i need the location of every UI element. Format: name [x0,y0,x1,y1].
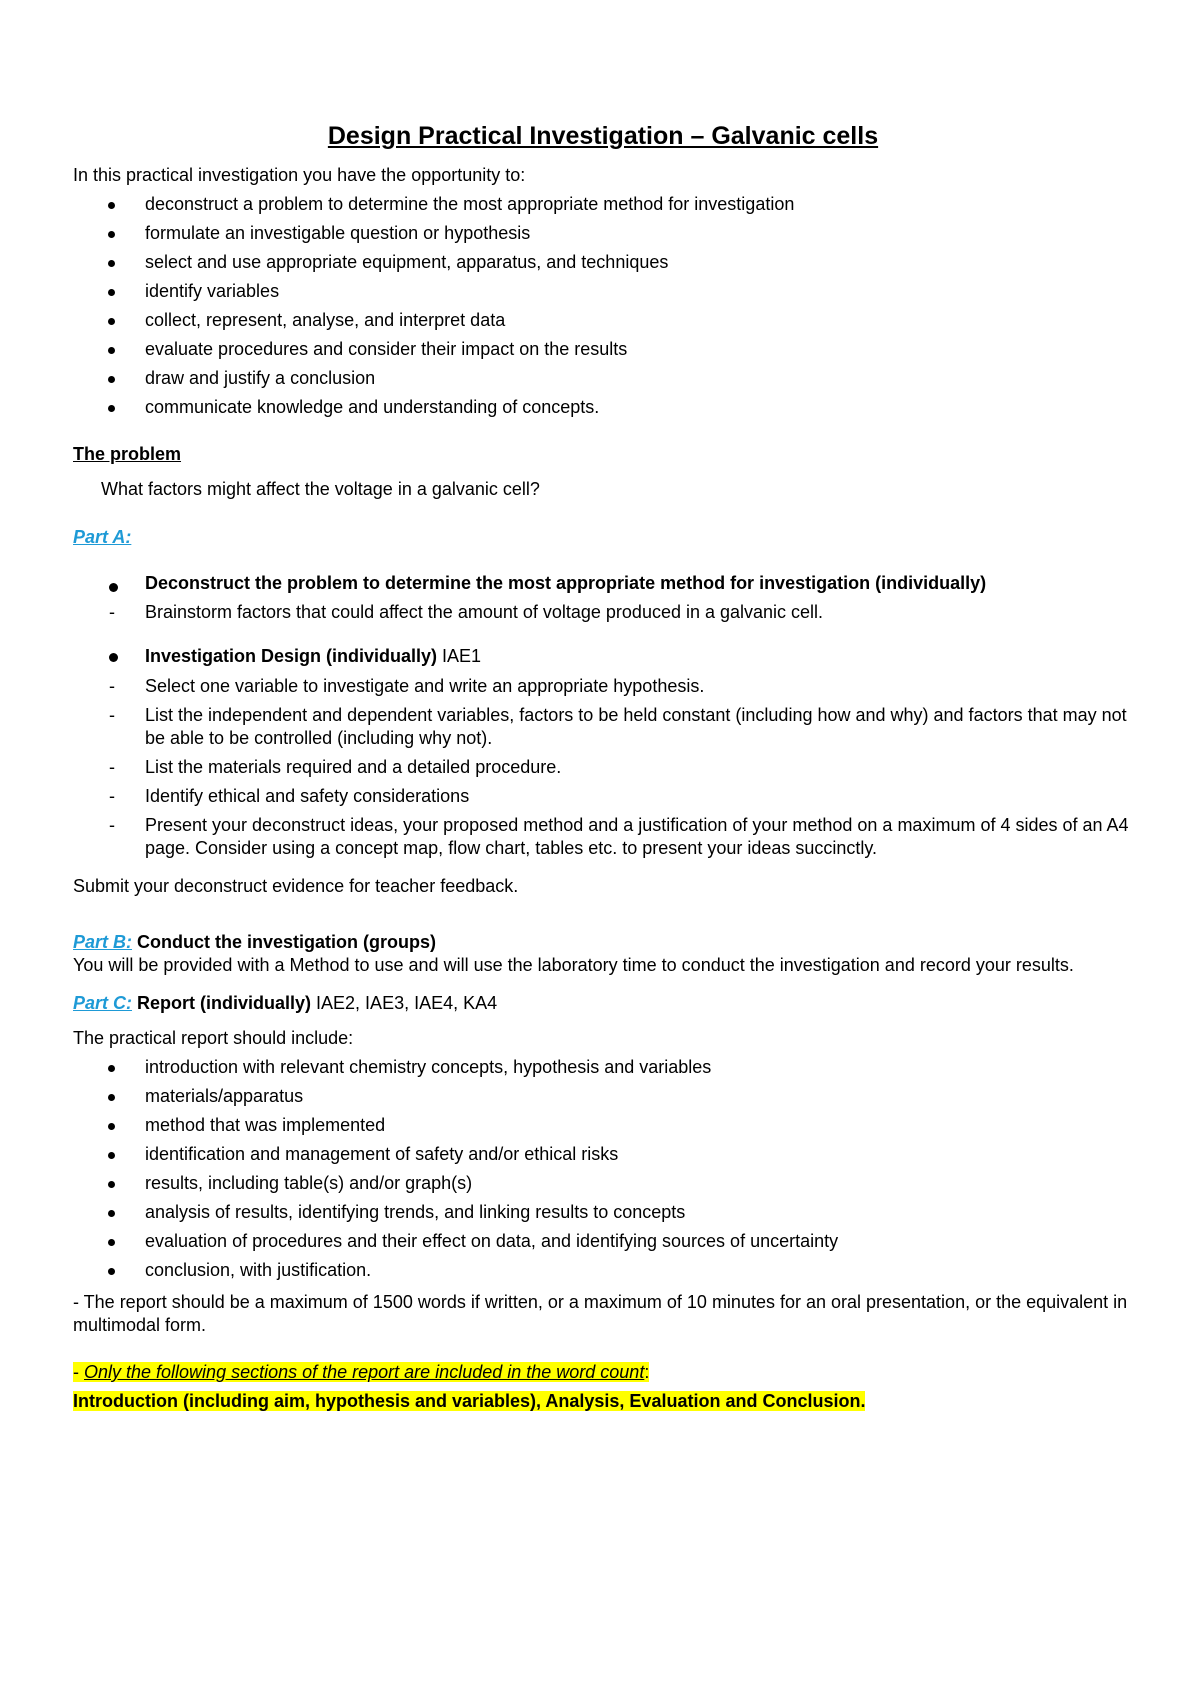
word-limit-note: - The report should be a maximum of 1500 words if written, or a maximum of 10 minutes for an oral presentation, or the equivalent in multimodal form. [73,1292,1128,1335]
list-item: communicate knowledge and understanding of concepts. [73,393,1133,422]
word-count-highlight [73,1362,649,1382]
list-item: evaluate procedures and consider their impact on the results [73,335,1133,364]
part-a-deconstruct [73,572,1133,595]
list-item: collect, represent, analyse, and interpret data [73,306,1133,335]
list-item: analysis of results, identifying trends, and linking results to concepts [73,1198,1133,1227]
list-item: evaluation of procedures and their effect on data, and identifying sources of uncertainty [73,1227,1133,1256]
submit-note: Submit your deconstruct evidence for teacher feedback. [73,876,519,896]
deconstruct-title: Deconstruct the problem to determine the most appropriate method for investigation (individually) [73,572,1133,595]
design-code: IAE1 [437,646,482,666]
intro-list [73,190,1133,422]
list-item: materials/apparatus [73,1082,1133,1111]
problem-heading: The problem [73,444,182,464]
dash-marker: - [109,786,115,806]
part-c-title: Report (individually) [132,993,312,1013]
word-count-sections [73,1390,1133,1413]
list-item [73,704,1133,750]
list-item-text: List the materials required and a detailed procedure. [145,757,562,777]
list-item [73,814,1133,860]
list-item-text: Present your deconstruct ideas, your proposed method and a justification of your method on a maximum of 4 sides of an A4 page. Consider using a concept map, flow chart, tables etc. to present your ideas succinctly. [145,815,1129,858]
word-count-text: Only the following sections of the report are included in the word count [84,1362,645,1382]
list-item: introduction with relevant chemistry concepts, hypothesis and variables [73,1053,1133,1082]
list-item [73,785,1133,808]
list-item: method that was implemented [73,1111,1133,1140]
list-item-text: Select one variable to investigate and write an appropriate hypothesis. [145,676,705,696]
report-list [73,1053,1133,1285]
dash-marker: - [109,815,115,835]
word-count-sections-text: Introduction (including aim, hypothesis and variables), Analysis, Evaluation and Conclusion. [73,1391,866,1411]
word-count-colon: : [644,1362,650,1382]
list-item: identify variables [73,277,1133,306]
part-b-heading [73,931,1133,954]
design-title: Investigation Design (individually) [145,646,438,666]
dash-marker: - [109,602,115,622]
part-a-design [73,642,1133,671]
list-item: draw and justify a conclusion [73,364,1133,393]
list-item-text: List the independent and dependent variables, factors to be held constant (including how and why) and factors that may not be able to be controlled (including why not). [145,705,1127,748]
word-count-prefix: - [73,1362,84,1382]
list-item-text: Identify ethical and safety considerations [145,786,470,806]
list-item [73,601,1133,624]
dash-marker: - [109,705,115,725]
word-count-note [73,1361,1133,1384]
list-item: formulate an investigable question or hypothesis [73,219,1133,248]
part-c-label: Part C: [73,993,133,1013]
list-item: deconstruct a problem to determine the most appropriate method for investigation [73,190,1133,219]
part-c-heading [73,989,1133,1018]
report-lead: The practical report should include: [73,1028,354,1048]
part-b-title: Conduct the investigation (groups) [132,932,437,952]
list-item: results, including table(s) and/or graph(s) [73,1169,1133,1198]
page-title: Design Practical Investigation – Galvanic cells [327,122,879,150]
dash-marker: - [109,676,115,696]
design-heading [73,642,1133,671]
dash-marker: - [109,757,115,777]
list-item: conclusion, with justification. [73,1256,1133,1285]
problem-question: What factors might affect the voltage in a galvanic cell? [101,479,540,499]
part-a-heading [73,523,1133,552]
list-item: select and use appropriate equipment, apparatus, and techniques [73,248,1133,277]
list-item [73,756,1133,779]
design-list [73,675,1133,860]
part-c-codes: IAE2, IAE3, IAE4, KA4 [311,993,498,1013]
part-a-label: Part A: [73,527,132,547]
document-body [73,118,1133,1413]
list-item [73,675,1133,698]
list-item: identification and management of safety and/or ethical risks [73,1140,1133,1169]
intro-lead: In this practical investigation you have the opportunity to: [73,165,526,185]
part-b-text: You will be provided with a Method to use and will use the laboratory time to conduct the investigation and record your results. [73,955,1074,975]
list-item-text: Brainstorm factors that could affect the amount of voltage produced in a galvanic cell. [145,602,824,622]
part-b-label: Part B: [73,932,133,952]
